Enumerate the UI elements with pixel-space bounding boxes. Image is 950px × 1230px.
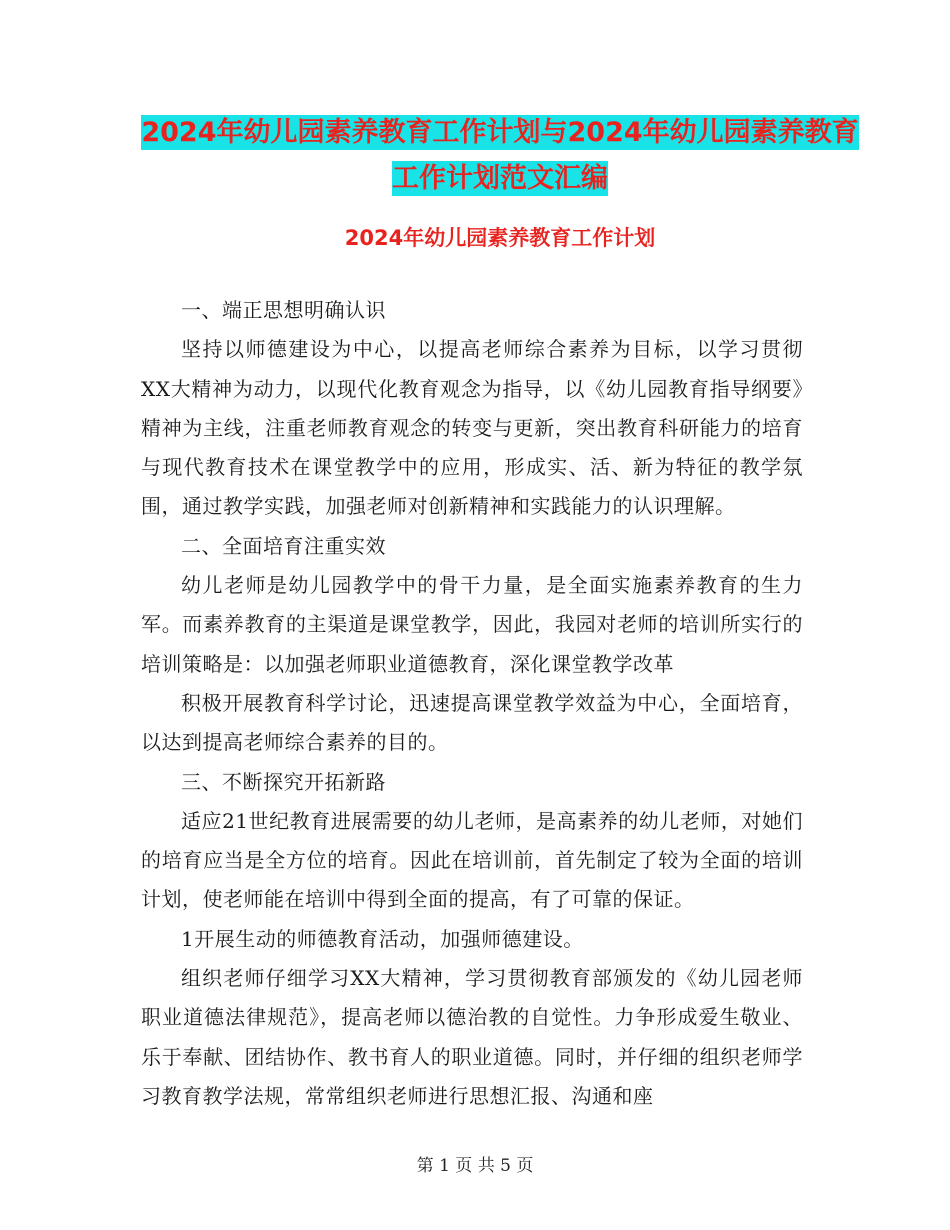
- document-body: [141, 291, 803, 1116]
- page-footer: 第 1 页 共 5 页: [416, 1156, 534, 1176]
- paragraph: 幼儿老师是幼儿园教学中的骨干力量，是全面实施素养教育的生力军。而素养教育的主渠道是课堂教学，因此，我园对老师的培训所实行的培训策略是：以加强老师职业道德教育，深化课堂教学改革: [141, 573, 803, 676]
- section-title: 2024年幼儿园素养教育工作计划: [344, 226, 656, 250]
- heading-3: 三、不断探究开拓新路: [181, 769, 386, 794]
- paragraph: 坚持以师德建设为中心，以提高老师综合素养为目标，以学习贯彻XX大精神为动力，以现代化教育观念为指导，以《幼儿园教育指导纲要》精神为主线，注重老师教育观念的转变与更新，突出教育科研能力的培育与现代教育技术在课堂教学中的应用，形成实、活、新为特征的教学氛围，通过教学实践，加强老师对创新精神和实践能力的认识理解。: [141, 337, 803, 519]
- paragraph: 积极开展教育科学讨论，迅速提高课堂教学效益为中心，全面培育，以达到提高老师综合素养的目的。: [141, 690, 803, 755]
- list-item: 1开展生动的师德教育活动，加强师德建设。: [181, 926, 584, 951]
- heading-2: 二、全面培育注重实效: [181, 533, 386, 558]
- heading-1: 一、端正思想明确认识: [181, 298, 386, 322]
- document-title: [140, 110, 860, 202]
- paragraph: 适应21世纪教育进展需要的幼儿老师，是高素养的幼儿老师，对她们的培育应当是全方位的培育。因此在培训前，首先制定了较为全面的培训计划，使老师能在培训中得到全面的提高，有了可靠的保证。: [141, 808, 803, 912]
- paragraph: 组织老师仔细学习XX大精神，学习贯彻教育部颁发的《幼儿园老师职业道德法律规范》，提高老师以德治教的自觉性。力争形成爱生敬业、乐于奉献、团结协作、教书育人的职业道德。同时，并仔细的组织老师学习教育教学法规，常常组织老师进行思想汇报、沟通和座: [141, 966, 803, 1108]
- document-title-text: 2024年幼儿园素养教育工作计划与2024年幼儿园素养教育工作计划范文汇编: [141, 117, 859, 194]
